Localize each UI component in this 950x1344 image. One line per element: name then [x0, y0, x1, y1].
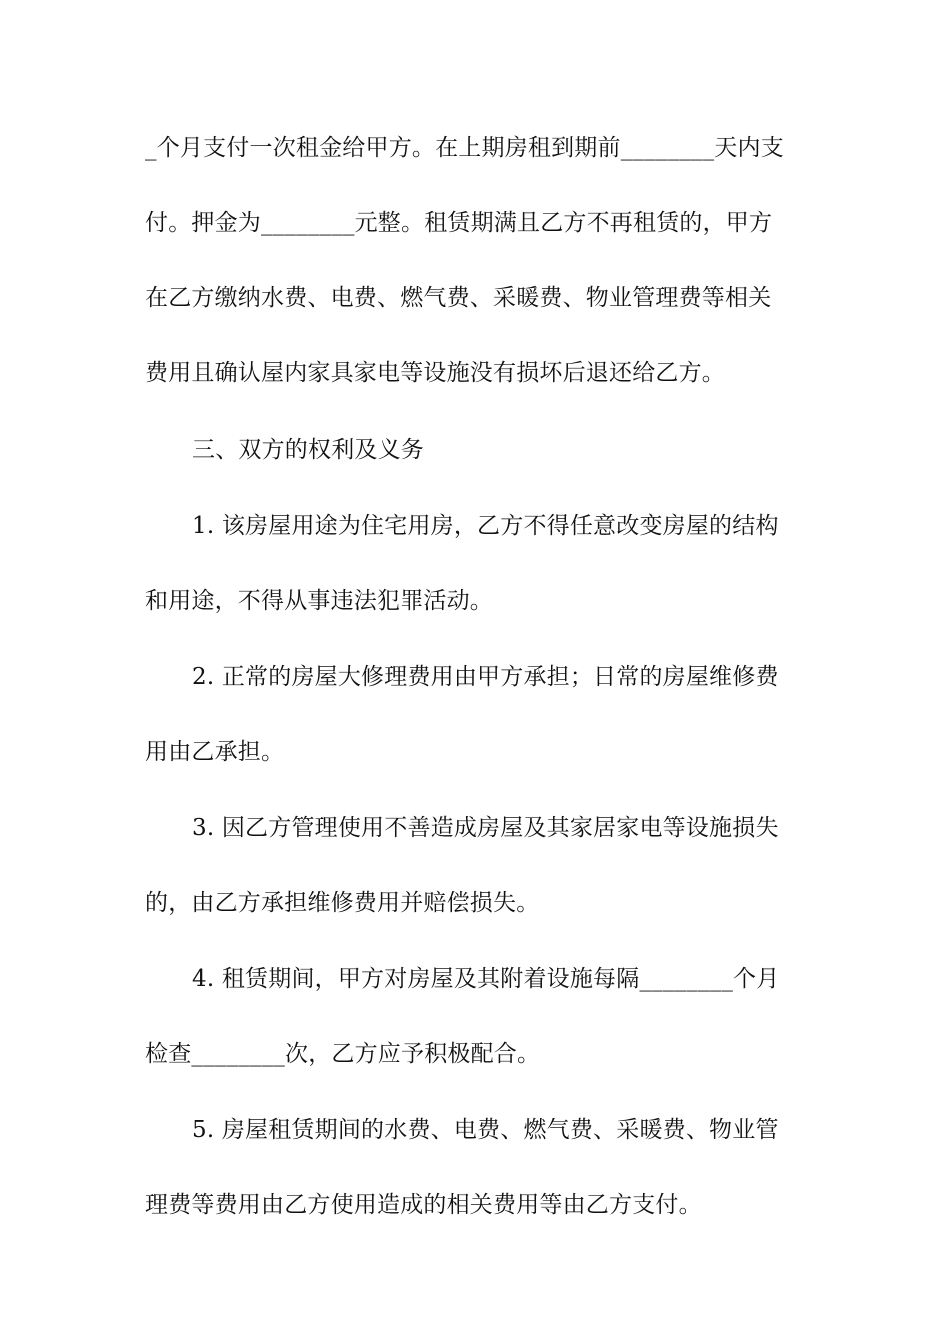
- text-line: 费用且确认屋内家具家电等设施没有损坏后退还给乙方。: [145, 360, 725, 386]
- text-line: 3. 因乙方管理使用不善造成房屋及其家居家电等设施损失: [192, 815, 779, 841]
- text-line: 用由乙承担。: [145, 739, 285, 765]
- text-line: 在乙方缴纳水费、电费、燃气费、采暖费、物业管理费等相关: [145, 285, 772, 311]
- text-line: 理费等费用由乙方使用造成的相关费用等由乙方支付。: [145, 1192, 702, 1218]
- text-line: 检查________次，乙方应予积极配合。: [145, 1041, 541, 1067]
- text-line: 4. 租赁期间，甲方对房屋及其附着设施每隔________个月: [192, 966, 780, 992]
- text-line: 1. 该房屋用途为住宅用房，乙方不得任意改变房屋的结构: [192, 513, 779, 539]
- text-line: 的，由乙方承担维修费用并赔偿损失。: [145, 890, 540, 916]
- text-line: 和用途，不得从事违法犯罪活动。: [145, 588, 493, 614]
- section-heading: 三、双方的权利及义务: [192, 437, 424, 463]
- text-line: _个月支付一次租金给甲方。在上期房租到期前________天内支: [145, 135, 784, 161]
- text-line: 5. 房屋租赁期间的水费、电费、燃气费、采暖费、物业管: [192, 1117, 779, 1143]
- text-line: 2. 正常的房屋大修理费用由甲方承担；日常的房屋维修费: [192, 664, 779, 690]
- text-line: 付。押金为________元整。租赁期满且乙方不再租赁的，甲方: [145, 210, 773, 236]
